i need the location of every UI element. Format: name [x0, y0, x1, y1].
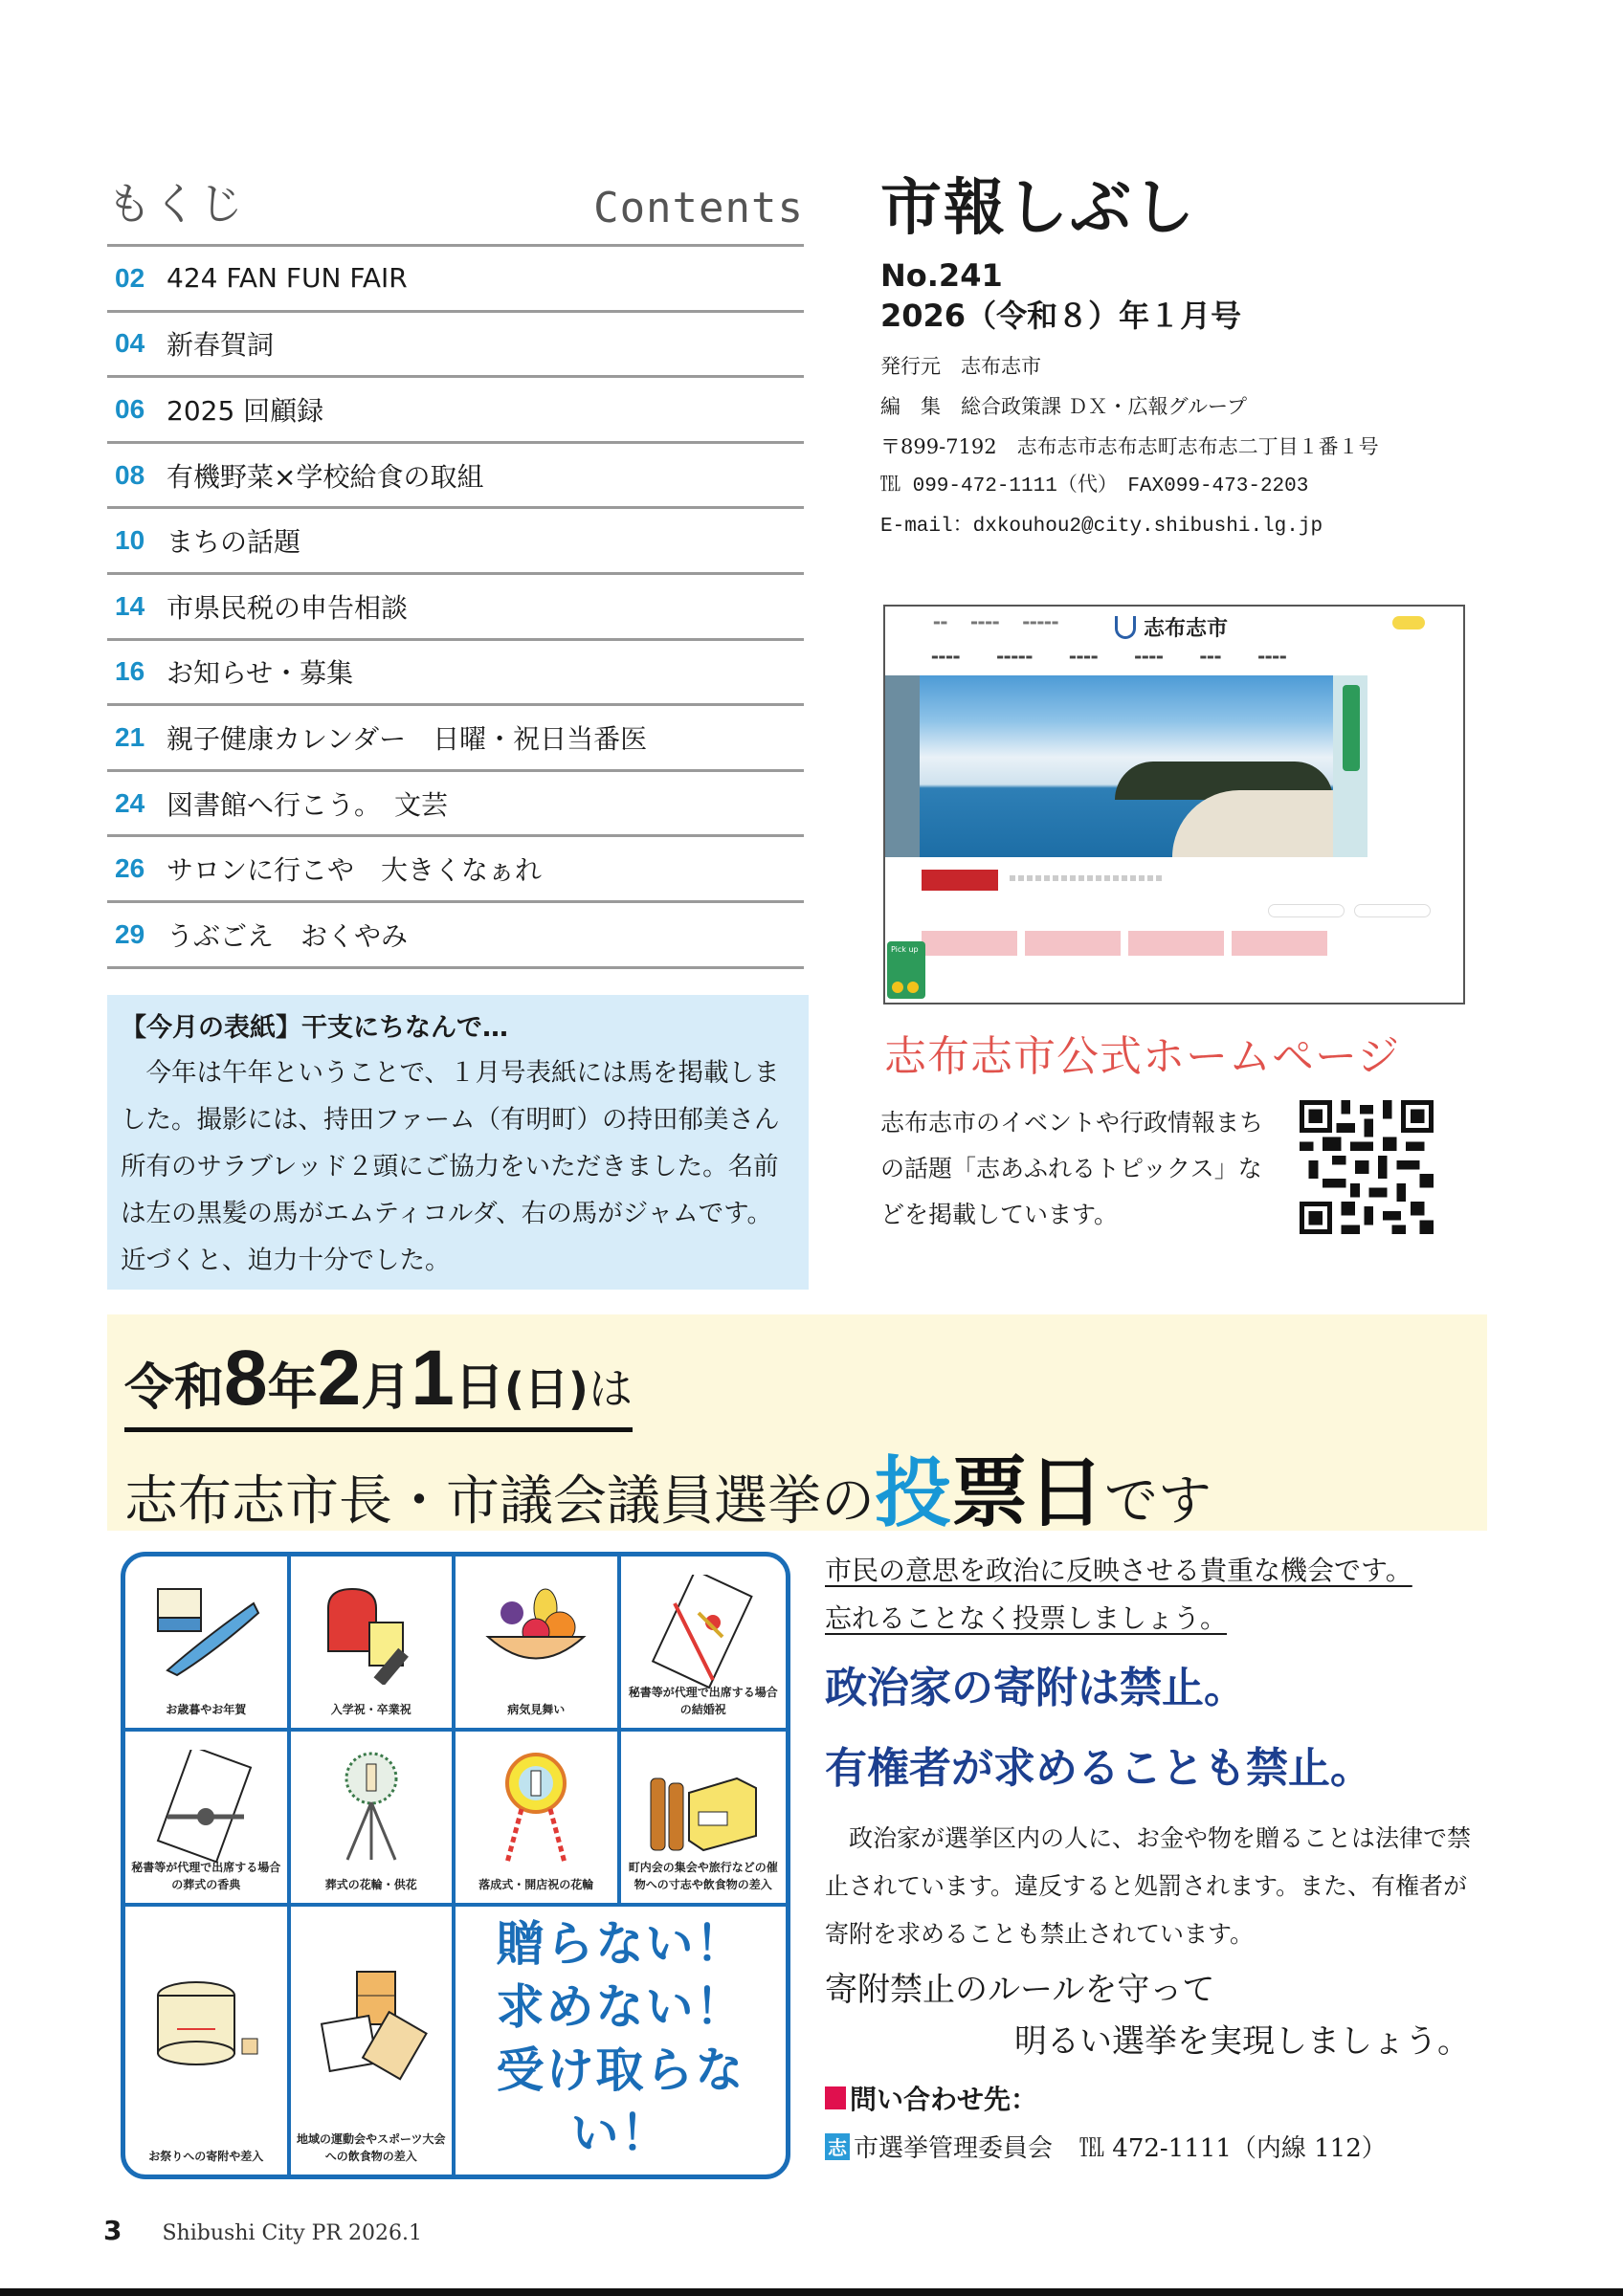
- pickup-badge: Pick up: [887, 941, 925, 999]
- publisher-info: [880, 346, 1474, 547]
- notice-closing-2: 明るい選挙を実現しましょう。: [1014, 2022, 1470, 2061]
- email-link[interactable]: E-mail：dxkouhou2@city.shibushi.lg.jp: [880, 516, 1323, 538]
- website-yellow-button: [1392, 616, 1425, 629]
- gift-cell: お歳暮やお年賀: [125, 1556, 291, 1732]
- toc-label: お知らせ・募集: [167, 657, 354, 690]
- fruit-basket-icon: [478, 1579, 593, 1685]
- toc-item[interactable]: [107, 575, 804, 641]
- page-footer: [103, 2215, 422, 2246]
- toc-label: 図書館へ行こう。 文芸: [167, 788, 449, 821]
- election-title: 志布志市長・市議会議員選挙の 投 票日 です: [124, 1448, 1212, 1537]
- toc-item[interactable]: [107, 509, 804, 575]
- toc-label: まちの話題: [167, 526, 301, 559]
- notice-closing-1: 寄附禁止のルールを守って: [825, 1971, 1215, 2009]
- toc-page-number: 06: [115, 393, 145, 424]
- toc-item[interactable]: [107, 378, 804, 444]
- city-emblem-icon: [1115, 616, 1136, 639]
- gift-cell: 秘書等が代理で出席する場合の結婚祝: [621, 1556, 787, 1732]
- contact-heading: 問い合わせ先：: [825, 2079, 1495, 2117]
- editor: 編 集 総合政策課 ＤＸ・広報グループ: [880, 395, 1247, 418]
- website-main-nav: ▬▬▬▬ ▬▬▬▬▬ ▬▬▬▬ ▬▬▬▬ ▬▬▬ ▬▬▬▬: [931, 652, 1287, 661]
- election-date: 令和 8 年 2 月 1 日 (日) は: [124, 1334, 633, 1432]
- website-header: [885, 607, 1463, 673]
- gift-cell: 葬式の花輪・供花: [291, 1732, 456, 1907]
- publisher: 発行元 志布志市: [880, 355, 1041, 378]
- toc-header: [107, 170, 804, 247]
- toc-label: 有機野菜×学校給食の取組: [167, 460, 484, 493]
- toc-label: 市県民税の申告相談: [167, 591, 409, 624]
- toc-item[interactable]: [107, 903, 804, 969]
- toc-page-number: 10: [115, 525, 145, 556]
- toc-item[interactable]: [107, 772, 804, 838]
- prohibited-gifts-grid: [121, 1552, 790, 2179]
- cover-note-box: [107, 995, 809, 1290]
- toc-page-number: 24: [115, 787, 145, 818]
- website-screenshot[interactable]: [883, 605, 1465, 1004]
- bottom-rule: [0, 2288, 1623, 2296]
- homepage-title: 志布志市公式ホームページ: [884, 1032, 1401, 1081]
- toc-page-number: 26: [115, 853, 145, 884]
- issue-number: No.241: [880, 257, 1003, 294]
- toc-item[interactable]: [107, 641, 804, 707]
- square-bullet-icon: [825, 2086, 846, 2109]
- toc-label: 新春賀詞: [167, 329, 275, 362]
- cover-note-body: 今年は午年ということで、１月号表紙には馬を掲載しました。撮影には、持田ファーム（有明町）の持田郁美さん所有のサラブレッド２頭にご協力をいただきました。名前は左の黒髪の馬がエムティコルダ、右の馬がジャムです。近づくと、迫力十分でした。: [121, 1058, 780, 1275]
- gift-cell: 町内会の集会や旅行などの催物への寸志や飲食物の差入: [621, 1732, 787, 1907]
- toc-item[interactable]: [107, 444, 804, 510]
- contact-info: [825, 2129, 1495, 2164]
- slogan-line: 受け取らない！: [496, 2042, 745, 2161]
- important-notice-badge: [922, 870, 998, 891]
- toc-page-number: 16: [115, 656, 145, 687]
- notice-lead-1: 市民の意思を政治に反映させる貴重な機会です。: [825, 1555, 1412, 1586]
- homepage-description: 志布志市のイベントや行政情報まちの話題「志あふれるトピックス」などを掲載しています。: [880, 1109, 1264, 1228]
- toc-item[interactable]: [107, 313, 804, 379]
- notice-body: 政治家が選挙区内の人に、お金や物を贈ることは法律で禁止されています。違反すると処罰されます。また、有権者が寄附を求めることも禁止されています。: [825, 1824, 1472, 1948]
- toc-label: 424 FAN FUN FAIR: [167, 262, 408, 295]
- toc-label: 2025 回顧録: [167, 394, 324, 427]
- toc-page-number: 08: [115, 459, 145, 490]
- slogan-line: 贈らない！: [496, 1916, 745, 1972]
- cover-note-title: 【今月の表紙】干支にちなんで…: [121, 1013, 508, 1043]
- issue-date: 2026（令和８）年１月号: [880, 298, 1242, 334]
- toc-item[interactable]: [107, 706, 804, 772]
- toc-item[interactable]: [107, 837, 804, 903]
- toc-page-number: 21: [115, 721, 145, 752]
- website-logo-text: 志布志市: [1144, 616, 1229, 641]
- gift-cell: お祭りへの寄附や差入: [125, 1907, 291, 2175]
- toc-page-number: 29: [115, 918, 145, 949]
- toc-page-number: 14: [115, 590, 145, 621]
- masthead: [880, 170, 1474, 547]
- election-notice: [825, 1547, 1495, 2164]
- website-hero-image: [885, 675, 1463, 857]
- toc-label: うぶごえ おくやみ: [167, 919, 409, 952]
- notice-headline-1: 政治家の寄附は禁止。: [825, 1664, 1246, 1712]
- gift-cell: 落成式・開店祝の花輪: [456, 1732, 621, 1907]
- wedding-envelope-icon: [646, 1575, 761, 1689]
- page-number: 3: [103, 2215, 122, 2246]
- election-banner: [107, 1314, 1487, 1537]
- toc-title-en: Contents: [593, 184, 804, 232]
- toc-page-number: 02: [115, 262, 145, 293]
- gift-cell: 地域の運動会やスポーツ大会への飲食物の差入: [291, 1907, 456, 2175]
- gift-fish-icon: [148, 1579, 263, 1685]
- qr-code-icon[interactable]: [1300, 1100, 1434, 1234]
- slogan-line: 求めない！: [496, 1979, 745, 2035]
- phone-fax: ℡ 099-472-1111（代） FAX099-473-2203: [880, 475, 1309, 497]
- toc-label: サロンに行こや 大きくなぁれ: [167, 854, 543, 887]
- toc-title-ja: もくじ: [107, 178, 245, 230]
- bento-box-icon: [314, 1967, 429, 2082]
- toc-page-number: 04: [115, 328, 145, 359]
- publication-title: 市報しぶし: [880, 173, 1196, 244]
- slogan-cell: [456, 1907, 786, 2175]
- school-bag-icon: [314, 1579, 429, 1685]
- toc-label: 親子健康カレンダー 日曜・祝日当番医: [167, 722, 648, 755]
- gift-cell: 入学祝・卒業祝: [291, 1556, 456, 1732]
- contact-org: 市選挙管理委員会: [854, 2134, 1054, 2163]
- postal-address: 〒899-7192 志布志市志布志町志布志二丁目１番１号: [880, 435, 1379, 458]
- gift-cell: 秘書等が代理で出席する場合の葬式の香典: [125, 1732, 291, 1907]
- website-top-links: ▬▬ ▬▬▬▬ ▬▬▬▬▬: [933, 618, 1059, 627]
- celebration-wreath-icon: [483, 1750, 589, 1865]
- condolence-envelope-icon: [148, 1750, 263, 1865]
- contact-phone: ℡ 472-1111（内線 112）: [1079, 2134, 1387, 2163]
- beer-box-icon: [646, 1755, 761, 1860]
- publication-name: Shibushi City PR 2026.1: [162, 2221, 422, 2245]
- funeral-wreath-icon: [319, 1750, 424, 1865]
- sake-barrel-icon: [148, 1972, 263, 2077]
- table-of-contents: [107, 170, 804, 969]
- website-logo: [1115, 612, 1228, 642]
- toc-item[interactable]: [107, 247, 804, 313]
- gift-cell: 病気見舞い: [456, 1556, 621, 1732]
- notice-lead-2: 忘れることなく投票しましょう。: [825, 1602, 1228, 1634]
- notice-headline-2: 有権者が求めることも禁止。: [825, 1744, 1372, 1793]
- city-mark-icon: 志: [825, 2133, 850, 2160]
